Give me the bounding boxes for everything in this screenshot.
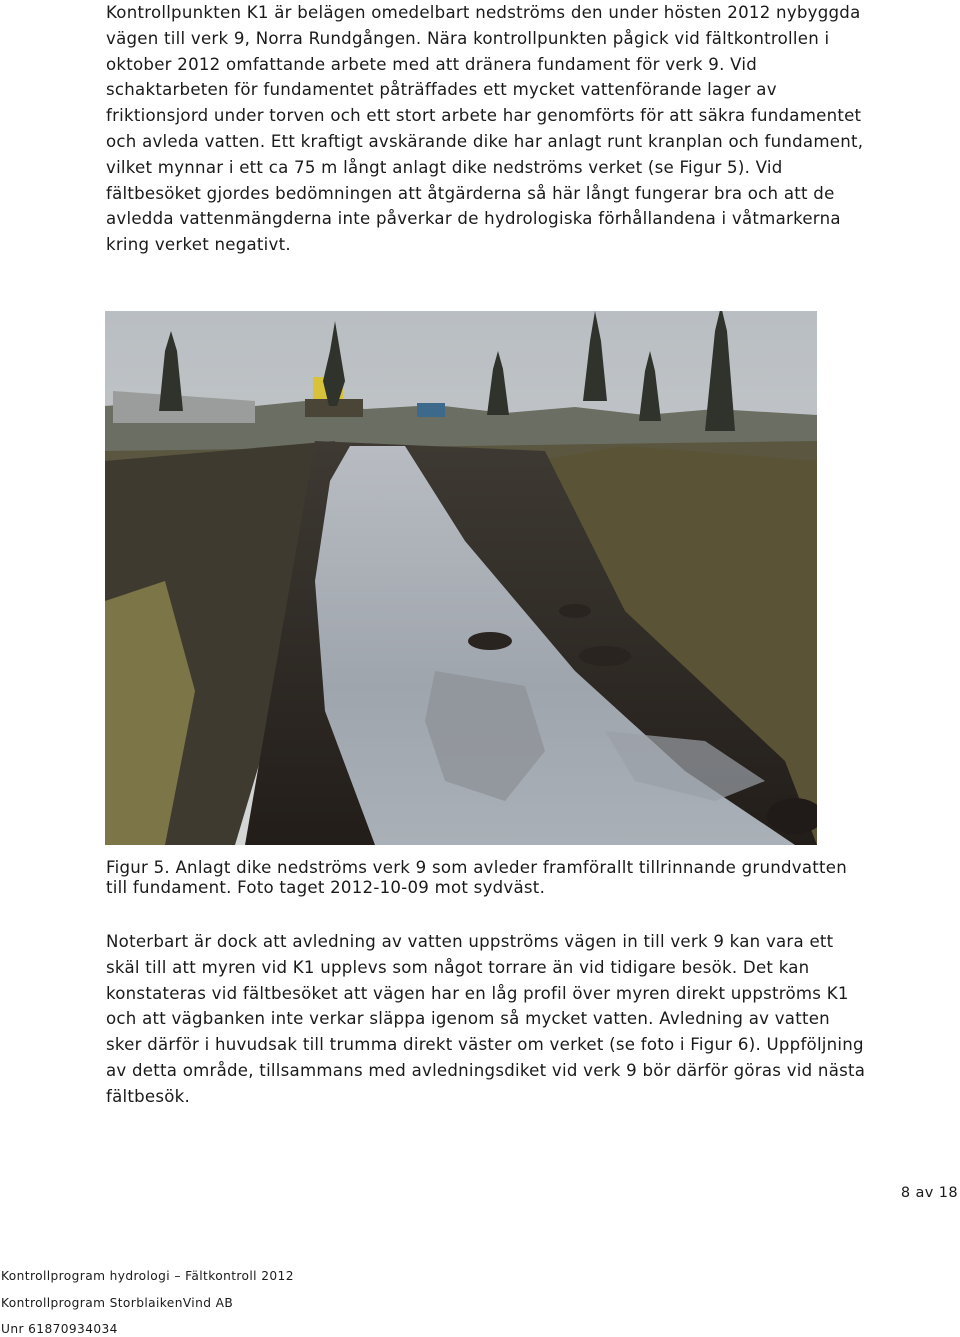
body-paragraph-2: Noterbart är dock att avledning av vatten uppströms vägen in till verk 9 kan vara ett skäl till att myren vid K1 upplevs som något torrare än vid tidigare besök. Det kan konstateras vid fältbesöket att vägen har en låg profil över myren direkt uppströms K1 och att vägbanken inte verkar släppa igenom så mycket vatten. Avledning av vatten sker därför i huvudsak till trumma direkt väster om verket (se foto i Figur 6). Uppföljning av detta område, tillsammans med avledningsdiket vid verk 9 bör därför göras vid nästa fältbesök. xyxy=(106,932,866,1106)
page-number: 8 av 18 xyxy=(900,1185,958,1201)
figure-5-photo xyxy=(105,311,817,845)
figure-caption: Figur 5. Anlagt dike nedströms verk 9 som avleder framförallt tillrinnande grundvatten till fundament. Foto taget 2012-10-09 mot sydväst. xyxy=(106,858,848,897)
body-paragraph-1: Kontrollpunkten K1 är belägen omedelbart nedströms den under hösten 2012 nybyggda vägen till verk 9, Norra Rundgången. Nära kontrollpunkten pågick vid fältkontrollen i oktober 2012 omfattande arbete med att dränera fundament för verk 9. Vid schaktarbeten för fundamentet påträffades ett mycket vattenförande lager av friktionsjord under torven och ett stort arbete har genomförts för att säkra fundamentet och avleda vatten. Ett kraftigt avskärande dike har anlagt runt kranplan och fundament, vilket mynnar i ett ca 75 m långt anlagt dike nedströms verket (se Figur 5). Vid fältbesöket gjordes bedömningen att åtgärderna så här långt fungerar bra och att de avledda vattenmängderna inte påverkar de hydrologiska förhållandena i våtmarkerna kring verket negativt. xyxy=(106,3,864,255)
footer-client: Kontrollprogram StorblaikenVind AB xyxy=(1,1296,234,1310)
footer-title: Kontrollprogram hydrologi – Fältkontroll 2012 xyxy=(1,1269,294,1283)
footer-reference: Unr 61870934034 xyxy=(1,1322,118,1336)
